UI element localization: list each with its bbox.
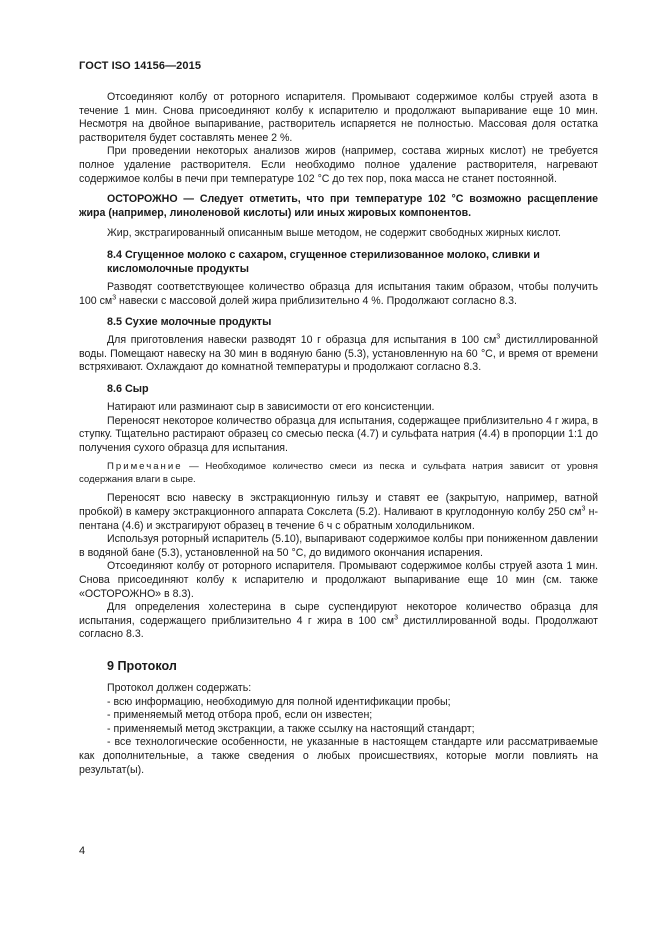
page-content bbox=[79, 91, 598, 777]
warning-paragraph: ОСТОРОЖНО — Следует отметить, что при температуре 102 °С возможно расщепление жира (например, линоленовой кислоты) или иных жировых компонентов. bbox=[79, 193, 598, 219]
list-item: - применяемый метод отбора проб, если он известен; bbox=[107, 709, 373, 722]
paragraph: Используя роторный испаритель (5.10), выпаривают содержимое колбы при пониженном давлении в водяной бане (5.3), установленной на 50 °С, до видимого окончания испарения. bbox=[79, 533, 598, 559]
paragraph: Отсоединяют колбу от роторного испарителя. Промывают содержимое колбы струей азота в течение 1 мин. Снова присоединяют колбу к испарителю и продолжают выпаривание еще 10 мин. Несмотря на двойное выпаривание, растворитель испаряется не полностью. Массовая доля остатка растворителя будет составлять менее 2 %. bbox=[79, 91, 598, 144]
paragraph: Для определения холестерина в сыре суспендируют некоторое количество образца для испытания, содержащего приблизительно 4 г жира в 100 $см^3$ дистиллированной воды. Продолжают согласно 8.3. bbox=[79, 601, 598, 641]
paragraph: Для приготовления навески разводят 10 г образца для испытания в 100 $см^3$ дистиллированной воды. Помещают навеску на 30 мин в водяную баню (5.3), установленную на 60 °С, и время от времени встряхивают. Охлаждают до комнатной температуры и продолжают согласно 8.3. bbox=[79, 333, 598, 374]
list-item: - всю информацию, необходимую для полной идентификации пробы; bbox=[107, 695, 451, 708]
section-heading-8-6: 8.6 Сыр bbox=[107, 382, 149, 395]
note-paragraph: Примечание — Необходимое количество смеси из песка и сульфата натрия зависит от уровня содержания влаги в сыре. bbox=[79, 461, 598, 485]
list-item: - все технологические особенности, не указанные в настоящем стандарте или рассматриваемые как дополнительные, а также сведения о любых происшествиях, которые могли повлиять на результат(ы). bbox=[79, 736, 598, 776]
standard-header: ГОСТ ISO 14156—2015 bbox=[79, 60, 202, 72]
list-item: - применяемый метод экстракции, а также ссылку на настоящий стандарт; bbox=[107, 722, 475, 735]
paragraph: Разводят соответствующее количество образца для испытания таким образом, чтобы получить 100 $см^3$ навески с массовой долей жира приблизительно 4 %. Продолжают согласно 8.3. bbox=[79, 280, 598, 307]
section-heading-8-4: 8.4 Сгущенное молоко с сахаром, сгущенное стерилизованное молоко, сливки и кисломолочные продукты bbox=[107, 248, 540, 275]
section-heading-8-5: 8.5 Сухие молочные продукты bbox=[107, 316, 272, 329]
paragraph: Переносят всю навеску в экстракционную гильзу и ставят ее (закрытую, например, ватной пробкой) в камеру экстракционного аппарата Сокслета (5.2). Наливают в круглодонную колбу 250 $см^3$ н-пентана (4.6) и экстрагируют образец в течение 6 ч с обратным холодильником. bbox=[79, 492, 598, 532]
section-heading-9: 9 Протокол bbox=[107, 659, 177, 673]
paragraph: Жир, экстрагированный описанным выше методом, не содержит свободных жирных кислот. bbox=[107, 227, 561, 240]
paragraph: При проведении некоторых анализов жиров (например, состава жирных кислот) не требуется полное удаление растворителя. Если необходимо полное удаление растворителя, нагревают содержимое колбы в печи при температуре 102 °С до тех пор, пока масса не станет постоянной. bbox=[79, 145, 598, 185]
paragraph: Натирают или разминают сыр в зависимости от его консистенции. bbox=[107, 400, 435, 413]
paragraph: Переносят некоторое количество образца для испытания, содержащее приблизительно 4 г жира, в ступку. Тщательно растирают образец со смесью песка (4.7) и сульфата натрия (4.4) в пропорции 1:1 до получения сухого образца для испытания. bbox=[79, 414, 598, 454]
paragraph: Протокол должен содержать: bbox=[107, 682, 252, 694]
paragraph: Отсоединяют колбу от роторного испарителя. Промывают содержимое колбы струей азота 1 мин. Снова присоединяют колбу к испарителю и продолжают выпаривание еще 10 мин (см. также «ОСТОРОЖНО» в 8.3). bbox=[79, 560, 598, 600]
page-number: 4 bbox=[79, 845, 86, 857]
